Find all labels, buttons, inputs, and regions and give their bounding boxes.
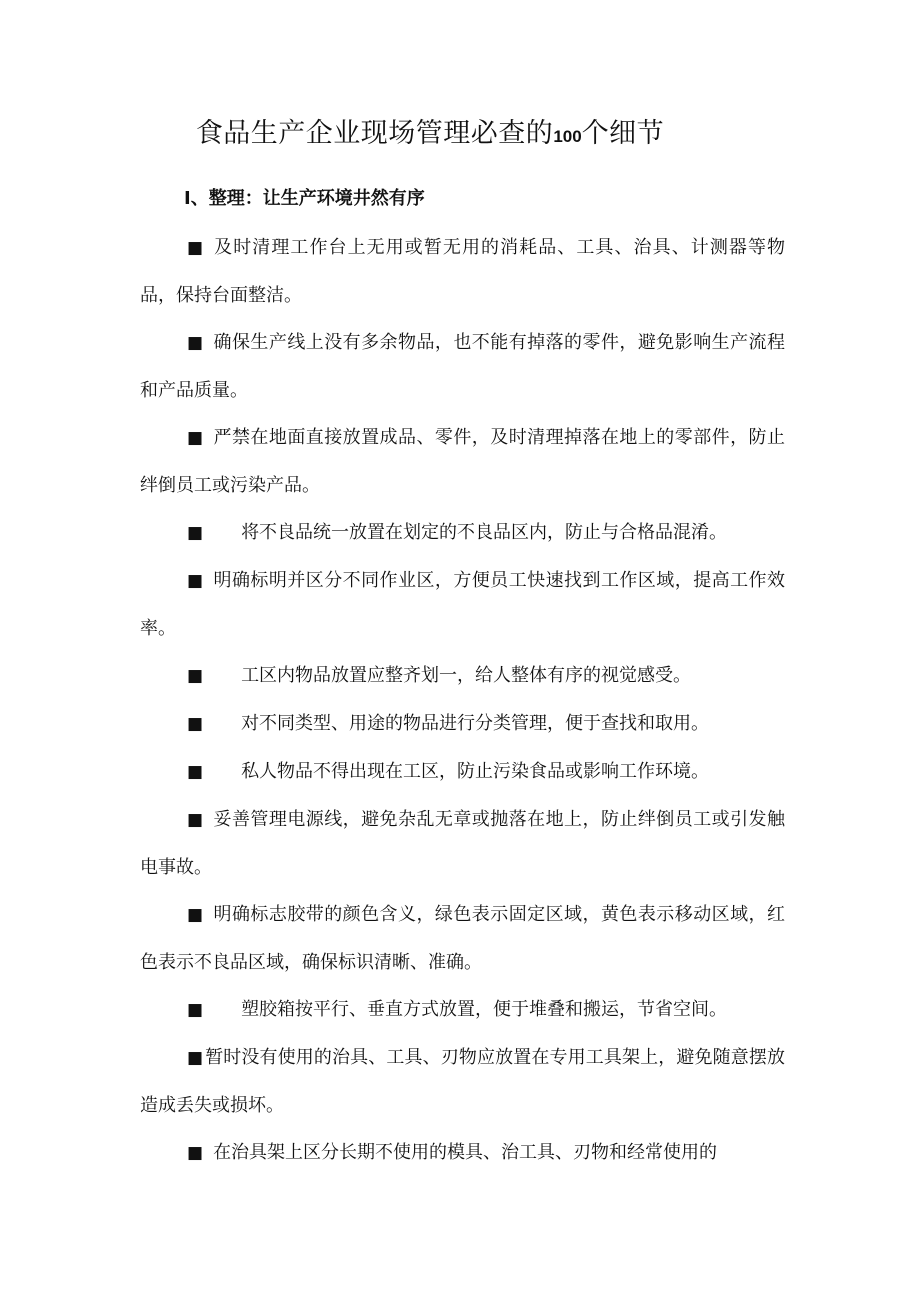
bullet-square-icon: ■ — [187, 333, 204, 353]
item-text: 暂时没有使用的治具、工具、刃物应放置在专用工具架上，避免随意摆放造成丢失或损坏。 — [140, 1047, 785, 1116]
bullet-square-icon: ■ — [187, 762, 204, 782]
bullet-square-icon: ■ — [187, 571, 204, 591]
bullet-square-icon: ■ — [187, 523, 204, 543]
list-item — [140, 796, 785, 891]
item-text: 确保生产线上没有多余物品，也不能有掉落的零件，避免影响生产流程和产品质量。 — [140, 332, 786, 401]
list-item — [140, 986, 785, 1034]
item-text: 妥善管理电源线，避免杂乱无章或抛落在地上，防止绊倒员工或引发触电事故。 — [140, 809, 786, 878]
bullet-square-icon: ■ — [187, 714, 204, 734]
list-item — [140, 1034, 785, 1129]
list-item — [140, 319, 785, 414]
item-text: 严禁在地面直接放置成品、零件，及时清理掉落在地上的零部件，防止绊倒员工或污染产品。 — [140, 427, 786, 496]
title-suffix: 个细节 — [581, 118, 665, 149]
list-item — [140, 652, 785, 700]
item-text: 明确标明并区分不同作业区，方便员工快速找到工作区域，提高工作效率。 — [140, 570, 786, 639]
document-title — [0, 114, 860, 157]
document-body — [140, 224, 785, 1177]
list-item — [140, 891, 785, 986]
list-item — [140, 414, 785, 509]
item-text: 将不良品统一放置在划定的不良品区内，防止与合格品混淆。 — [241, 522, 728, 543]
bullet-square-icon: ■ — [187, 810, 204, 830]
list-item — [140, 509, 785, 557]
item-text: 明确标志胶带的颜色含义，绿色表示固定区域，黄色表示移动区域，红色表示不良品区域，确保标识清晰、准确。 — [140, 904, 786, 973]
list-item — [140, 700, 785, 748]
list-item — [140, 748, 785, 796]
list-item — [140, 557, 785, 652]
bullet-square-icon: ■ — [187, 238, 205, 258]
list-item — [140, 224, 785, 319]
bullet-square-icon: ■ — [187, 1143, 204, 1163]
item-text: 在治具架上区分长期不使用的模具、治工具、刃物和经常使用的 — [213, 1142, 718, 1163]
title-number: 100 — [553, 127, 582, 146]
bullet-square-icon: ■ — [187, 1000, 204, 1020]
bullet-square-icon: ■ — [187, 905, 204, 925]
bullet-square-icon: ■ — [187, 1048, 204, 1068]
item-text: 对不同类型、用途的物品进行分类管理，便于查找和取用。 — [241, 713, 710, 734]
bullet-square-icon: ■ — [187, 666, 204, 686]
item-text: 私人物品不得出现在工区，防止污染食品或影响工作环境。 — [241, 761, 710, 782]
bullet-square-icon: ■ — [187, 428, 204, 448]
item-text: 塑胶箱按平行、垂直方式放置，便于堆叠和搬运，节省空间。 — [241, 999, 728, 1020]
item-text: 工区内物品放置应整齐划一，给人整体有序的视觉感受。 — [241, 665, 692, 686]
list-item — [140, 1129, 785, 1177]
section-heading: I、整理：让生产环境井然有序 — [184, 188, 425, 209]
item-text: 及时清理工作台上无用或暂无用的消耗品、工具、治具、计测器等物品，保持台面整洁。 — [140, 237, 786, 306]
title-prefix: 食品生产企业现场管理必查的 — [195, 118, 554, 149]
